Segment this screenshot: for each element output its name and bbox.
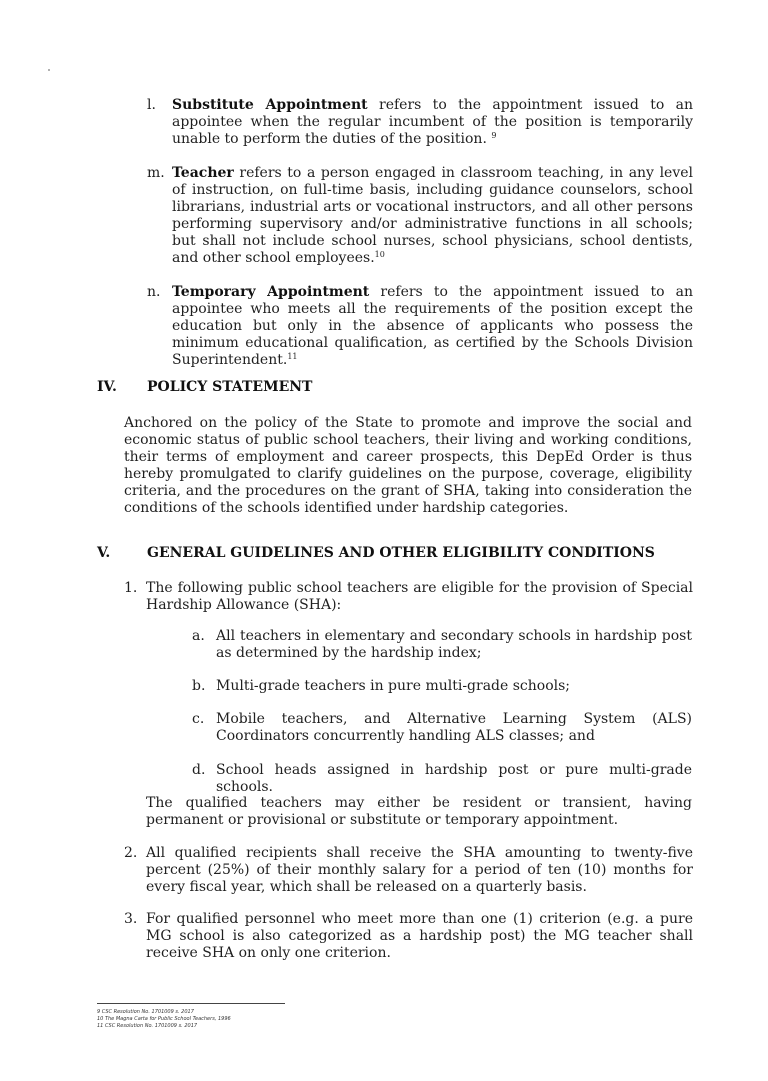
section-number: IV. bbox=[97, 379, 117, 395]
footnote: 11 CSC Resolution No. 1701009 s. 2017 bbox=[97, 1023, 198, 1029]
numbered-item bbox=[124, 845, 693, 896]
sub-item-label: d. bbox=[192, 762, 206, 778]
section-title: POLICY STATEMENT bbox=[147, 379, 313, 395]
sub-item bbox=[192, 628, 692, 662]
sub-item-text: Multi-grade teachers in pure multi-grade schools; bbox=[216, 678, 571, 694]
footnote-divider bbox=[97, 1003, 285, 1004]
sub-item-label: b. bbox=[192, 678, 206, 694]
definition-text bbox=[172, 97, 693, 148]
section-number: V. bbox=[97, 545, 111, 561]
definition-item bbox=[147, 165, 693, 267]
definition-text bbox=[172, 284, 693, 369]
sub-item bbox=[192, 762, 692, 796]
definition-item bbox=[147, 97, 693, 148]
footnote-ref: 9 bbox=[491, 131, 497, 140]
definition-label: l. bbox=[147, 97, 156, 113]
item-number: 1. bbox=[124, 580, 138, 596]
definition-body: refers to the appointment issued to an appointee when the regular incumbent of the position is temporarily unable to perform the duties of the position. bbox=[172, 97, 693, 147]
footnote: 10 The Magna Carta for Public School Teachers, 1996 bbox=[97, 1016, 231, 1022]
sub-item bbox=[192, 678, 692, 695]
definition-term: Substitute Appointment bbox=[172, 97, 368, 113]
definition-label: m. bbox=[147, 165, 165, 181]
item-text: The following public school teachers are eligible for the provision of Special Hardship Allowance (SHA): bbox=[146, 580, 693, 613]
numbered-item bbox=[124, 580, 693, 614]
sub-item-text: Mobile teachers, and Alternative Learning System (ALS) Coordinators concurrently handling ALS classes; and bbox=[216, 711, 692, 744]
item-text: For qualified personnel who meet more than one (1) criterion (e.g. a pure MG school is also categorized as a hardship post) the MG teacher shall receive SHA on only one criterion. bbox=[146, 911, 693, 961]
sub-item-label: a. bbox=[192, 628, 205, 644]
item-text: All qualified recipients shall receive the SHA amounting to twenty-five percent (25%) of their monthly salary for a period of ten (10) months for every fiscal year, which shall be released on a quarterly basis. bbox=[146, 845, 693, 895]
numbered-item bbox=[124, 911, 693, 962]
sub-item-text: All teachers in elementary and secondary schools in hardship post as determined by the hardship index; bbox=[216, 628, 692, 661]
definition-label: n. bbox=[147, 284, 161, 300]
policy-paragraph: Anchored on the policy of the State to promote and improve the social and economic status of public school teachers, their living and working conditions, their terms of employment and career prospects, this DepEd Order is thus hereby promulgated to clarify guidelines on the purpose, coverage, eligibility criteria, and the procedures on the grant of SHA, taking into consideration the conditions of the schools identified under hardship categories. bbox=[124, 415, 692, 516]
item-number: 3. bbox=[124, 911, 138, 927]
section-title: GENERAL GUIDELINES AND OTHER ELIGIBILITY CONDITIONS bbox=[147, 545, 655, 561]
footnote-ref: 11 bbox=[287, 352, 298, 361]
footnote: 9 CSC Resolution No. 1701009 s. 2017 bbox=[97, 1009, 194, 1015]
scan-speck bbox=[48, 69, 50, 71]
definition-body: refers to the appointment issued to an appointee who meets all the requirements of the position except the education but only in the absence of applicants who possess the minimum educational qualification, as certified by the Schools Division Superintendent. bbox=[172, 284, 693, 368]
sub-item bbox=[192, 711, 692, 745]
footnote-ref: 10 bbox=[374, 250, 385, 259]
definition-body: refers to a person engaged in classroom teaching, in any level of instruction, on full-time basis, including guidance counselors, school librarians, industrial arts or vocational instructors, and all other persons performing supervisory and/or administrative functions in all schools; but shall not include school nurses, school physicians, school dentists, and other school employees. bbox=[172, 165, 693, 266]
qualified-note: The qualified teachers may either be resident or transient, having permanent or provisional or substitute or temporary appointment. bbox=[146, 795, 692, 828]
definition-item bbox=[147, 284, 693, 369]
sub-item-text: School heads assigned in hardship post or pure multi-grade schools. bbox=[216, 762, 692, 795]
definition-text bbox=[172, 165, 693, 267]
definition-term: Teacher bbox=[172, 165, 234, 181]
sub-item-label: c. bbox=[192, 711, 205, 727]
item-number: 2. bbox=[124, 845, 138, 861]
definition-term: Temporary Appointment bbox=[172, 284, 370, 300]
